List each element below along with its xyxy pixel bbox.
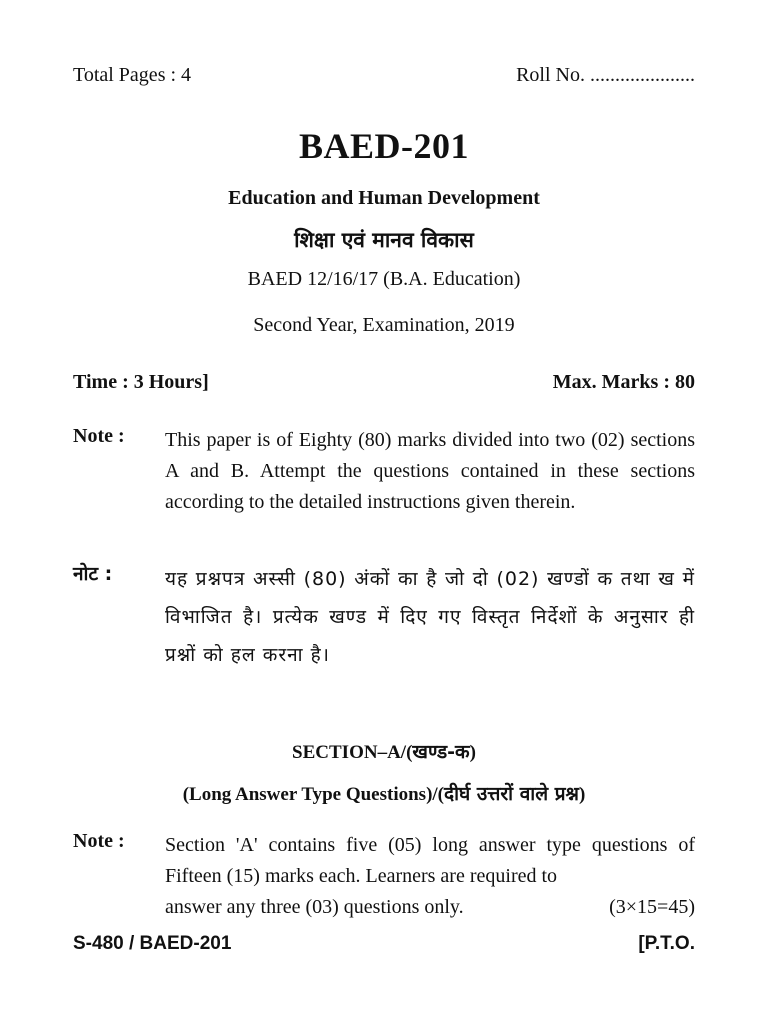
general-note-en xyxy=(73,425,695,518)
note-label-hi: नोट : xyxy=(73,563,113,585)
subject-title-hi: शिक्षा एवं मानव विकास xyxy=(294,228,474,252)
subject-title-en: Education and Human Development xyxy=(228,187,540,209)
section-a-note xyxy=(73,830,695,923)
total-pages: Total Pages : 4 xyxy=(73,64,192,86)
section-a-sub-hi: दीर्घ उत्तरों वाले प्रश्न xyxy=(444,783,579,805)
programme-line: BAED 12/16/17 (B.A. Education) xyxy=(247,268,521,290)
exam-line: Second Year, Examination, 2019 xyxy=(253,314,515,336)
header-row xyxy=(73,64,695,87)
section-a-title xyxy=(0,738,768,764)
please-turn-over: [P.T.O. xyxy=(638,933,695,954)
section-a-sub-en: (Long Answer Type Questions)/( xyxy=(182,784,445,805)
paper-code: BAED-201 xyxy=(298,126,469,166)
footer-paper-code: S-480 / BAED-201 xyxy=(73,933,232,954)
time-marks-row xyxy=(73,371,695,394)
section-a-title-en: SECTION–A/( xyxy=(292,742,413,763)
section-a-marks: (3×15=45) xyxy=(609,896,695,918)
section-a-title-hi: खण्ड-क xyxy=(412,741,470,763)
section-a-note-last: answer any three (03) questions only. xyxy=(165,896,464,918)
note-text-hi: यह प्रश्नपत्र अस्सी (80) अंकों का है जो दो (02) खण्डों क तथा ख में विभाजित है। प्रत्येक खण्ड में दिए गए विस्तृत निर्देशों के अनुसार ही प्रश्नों को हल करना है। xyxy=(165,568,695,666)
max-marks: Max. Marks : 80 xyxy=(552,371,695,393)
note-text: This paper is of Eighty (80) marks divided into two (02) sections A and B. Attempt the questions contained in these sections according to the detailed instructions given therein. xyxy=(165,429,695,513)
time-allowed: Time : 3 Hours] xyxy=(73,371,209,393)
footer-row xyxy=(73,933,695,955)
section-a-note-text: Section 'A' contains five (05) long answer type questions of Fifteen (15) marks each. Learners are required to xyxy=(165,834,695,887)
roll-number: Roll No. ..................... xyxy=(516,64,695,86)
section-a-note-body xyxy=(165,830,695,923)
section-a-sub-close: ) xyxy=(578,784,586,805)
section-a-note-label: Note : xyxy=(73,830,125,852)
section-a-subtitle xyxy=(0,780,768,806)
section-a-title-close: ) xyxy=(469,742,476,763)
section-a-marks-line xyxy=(165,892,695,923)
general-note-hi xyxy=(73,560,695,674)
note-label: Note : xyxy=(73,425,125,447)
